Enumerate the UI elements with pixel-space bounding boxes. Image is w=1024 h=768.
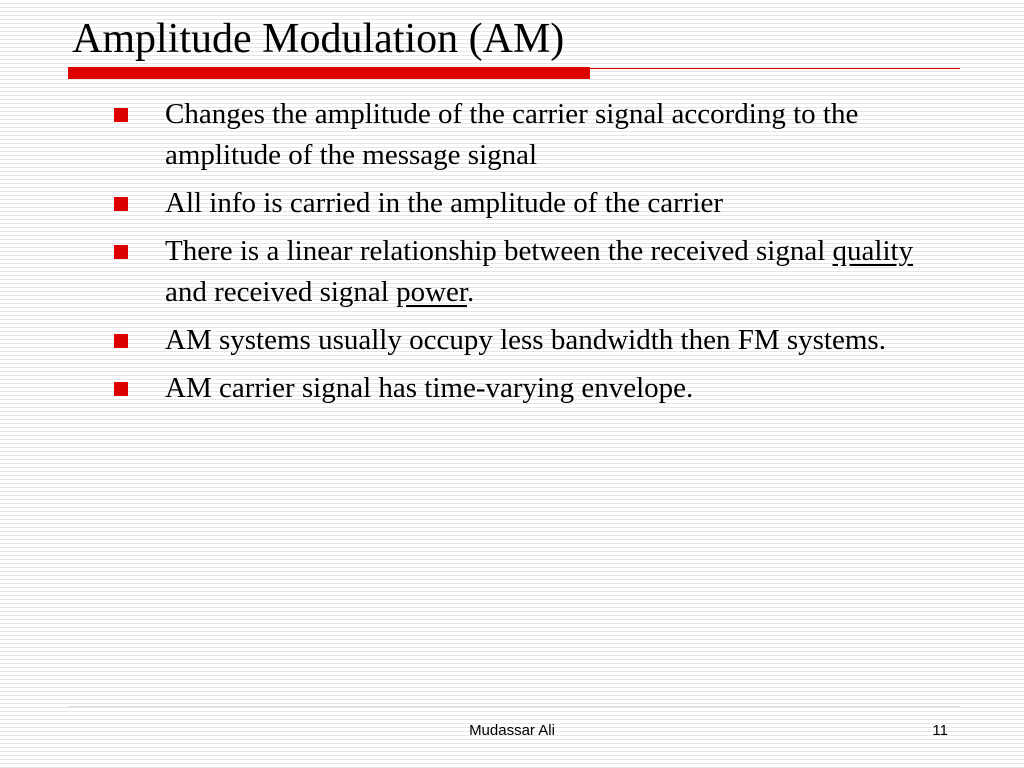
bullet-text: Changes the amplitude of the carrier signal according to the amplitude of the message signal	[165, 98, 859, 171]
footer-rule	[68, 706, 960, 707]
bullet-text-part: and received signal	[165, 276, 397, 308]
underlined-term-power: power	[396, 276, 467, 308]
bullet-text-part: .	[466, 276, 475, 308]
bullet-item	[114, 183, 954, 224]
bullet-item	[114, 368, 954, 409]
bullet-item	[114, 320, 954, 361]
square-bullet-icon	[114, 245, 128, 259]
square-bullet-icon	[114, 197, 128, 211]
bullet-text: All info is carried in the amplitude of the carrier	[165, 187, 724, 219]
bullet-item	[114, 231, 954, 313]
title-underline-bar	[68, 67, 590, 79]
bullet-text: AM systems usually occupy less bandwidth then FM systems.	[165, 324, 886, 356]
title-underline-rule	[590, 68, 960, 69]
square-bullet-icon	[114, 382, 128, 396]
bullet-item	[114, 94, 954, 176]
page-number: 11	[932, 722, 948, 739]
footer-author: Mudassar Ali	[469, 722, 555, 739]
bullet-text-part: There is a linear relationship between the received signal	[165, 235, 833, 267]
square-bullet-icon	[114, 108, 128, 122]
slide-title: Amplitude Modulation (AM)	[72, 16, 565, 62]
square-bullet-icon	[114, 334, 128, 348]
bullet-list	[114, 94, 954, 416]
underlined-term-quality: quality	[832, 235, 914, 267]
bullet-text: AM carrier signal has time-varying envelope.	[165, 372, 694, 404]
